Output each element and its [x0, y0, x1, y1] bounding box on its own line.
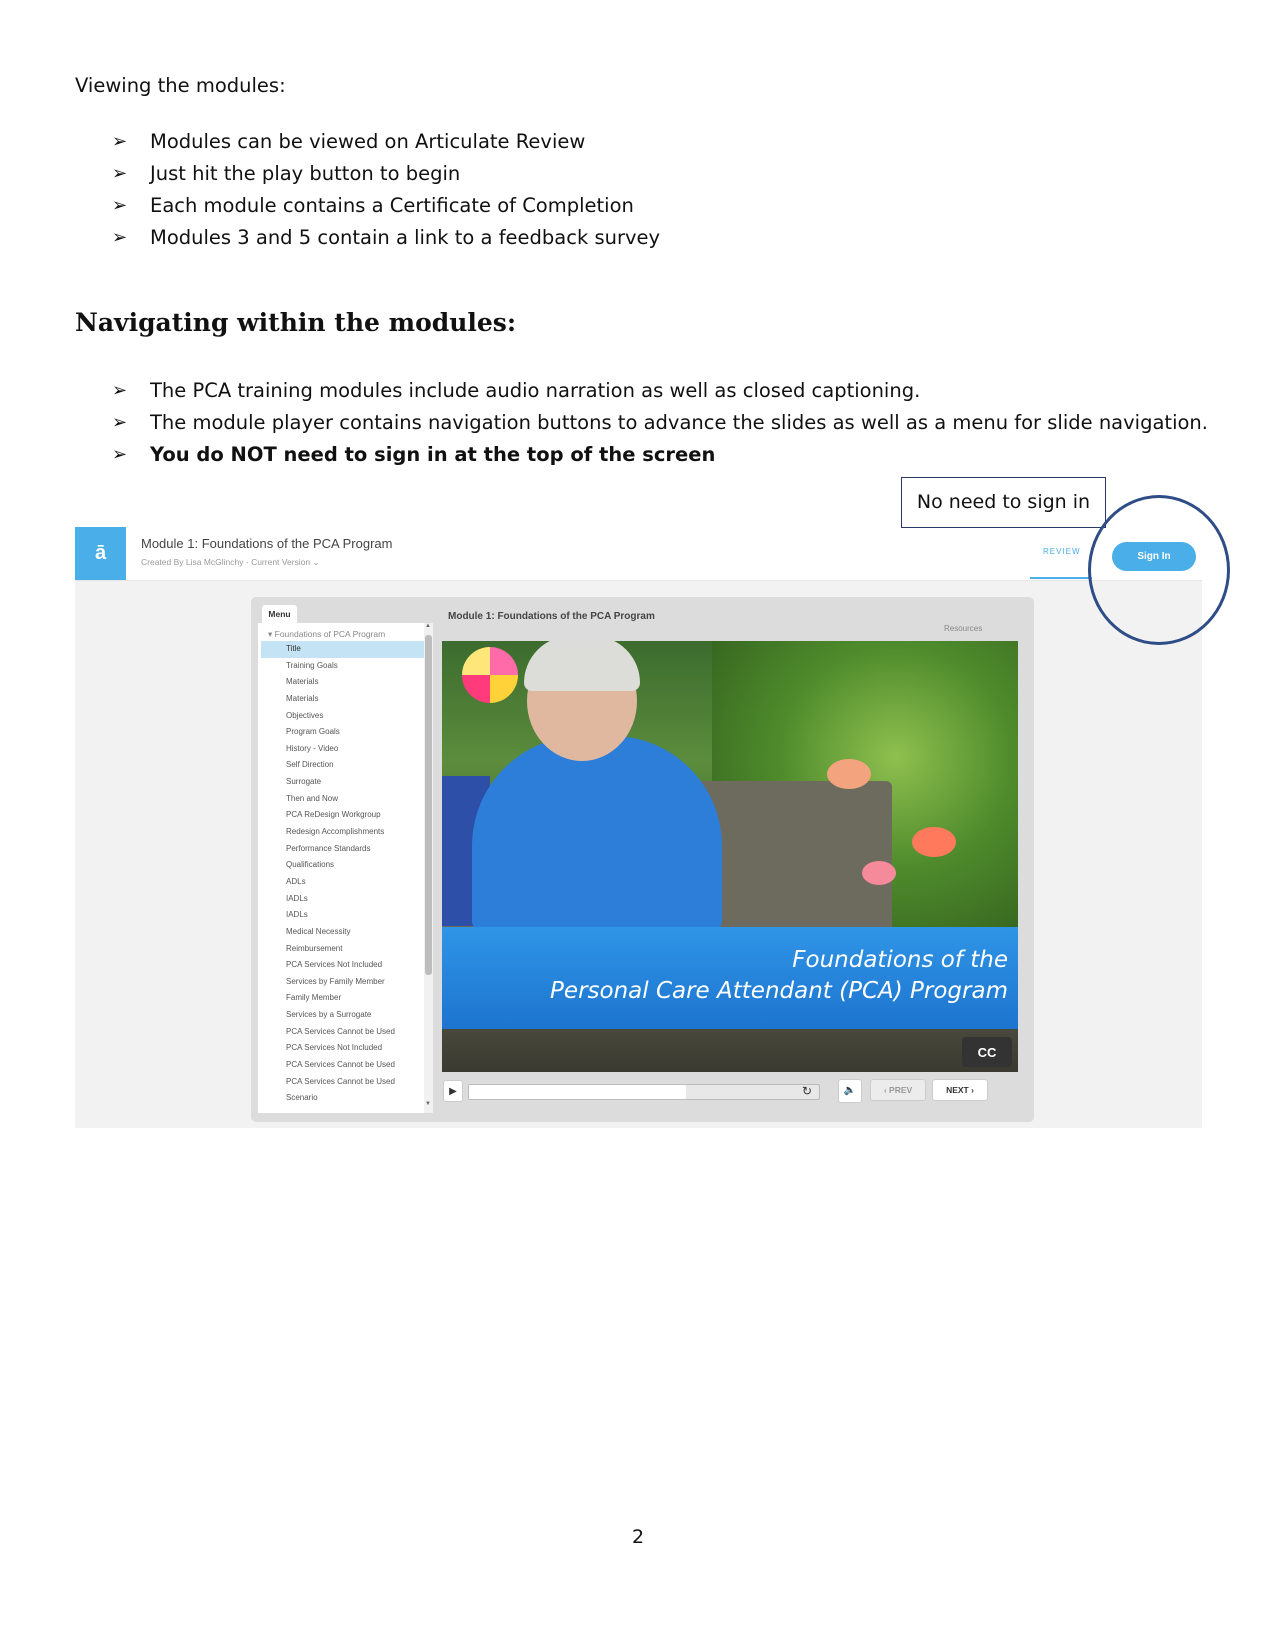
- stone-planter-shape: [692, 781, 892, 931]
- arrowhead-bullet-icon: ➢: [112, 163, 128, 184]
- list-item: [112, 407, 1208, 439]
- menu-item[interactable]: Performance Standards: [286, 843, 371, 853]
- bullet-text: Just hit the play button to begin: [150, 162, 461, 185]
- menu-item[interactable]: Materials: [286, 677, 319, 687]
- list-item: [112, 126, 660, 158]
- sign-in-button[interactable]: Sign In: [1112, 542, 1196, 571]
- slide-canvas: [442, 641, 1018, 1072]
- woman-shirt-shape: [472, 736, 722, 931]
- menu-item[interactable]: IADLs: [286, 910, 308, 920]
- menu-item[interactable]: Medical Necessity: [286, 926, 351, 936]
- banner-title-line1: Foundations of the: [792, 947, 1008, 973]
- no-sign-in-callout: No need to sign in: [901, 477, 1106, 528]
- bullet-text: The PCA training modules include audio narration as well as closed captioning.: [150, 379, 921, 402]
- menu-item[interactable]: Services by Family Member: [286, 976, 385, 986]
- menu-item[interactable]: PCA Services Cannot be Used: [286, 1060, 395, 1070]
- arrowhead-bullet-icon: ➢: [112, 380, 128, 401]
- prev-button[interactable]: ‹ PREV: [870, 1079, 926, 1101]
- arrowhead-bullet-icon: ➢: [112, 227, 128, 248]
- menu-item[interactable]: Reimbursement: [286, 943, 343, 953]
- menu-item[interactable]: PCA ReDesign Workgroup: [286, 810, 381, 820]
- menu-item[interactable]: Qualifications: [286, 860, 335, 870]
- menu-item[interactable]: Services by a Surrogate: [286, 1010, 372, 1020]
- section-heading-viewing: Viewing the modules:: [75, 74, 286, 97]
- review-topbar: [75, 527, 1202, 581]
- pinwheel-icon: [462, 647, 518, 703]
- menu-item[interactable]: Scenario: [286, 1093, 318, 1103]
- articulate-logo-icon[interactable]: ā: [75, 527, 126, 580]
- player-controls: [442, 1077, 1018, 1107]
- arrowhead-bullet-icon: ➢: [112, 195, 128, 216]
- menu-item[interactable]: Self Direction: [286, 760, 334, 770]
- seek-bar[interactable]: [468, 1084, 820, 1100]
- bullet-text: The module player contains navigation buttons to advance the slides as well as a menu for slide navigation.: [150, 411, 1208, 434]
- menu-item[interactable]: ADLs: [286, 876, 306, 886]
- section-heading-navigating: Navigating within the modules:: [75, 308, 517, 337]
- slide-menu-panel: [258, 623, 433, 1113]
- flower-icon: [862, 861, 896, 885]
- sign-in-highlight-circle: [1088, 495, 1230, 645]
- banner-title-line2: Personal Care Attendant (PCA) Program: [550, 978, 1008, 1004]
- menu-item[interactable]: Title: [261, 641, 424, 658]
- seek-progress: [469, 1085, 686, 1099]
- review-tab[interactable]: REVIEW: [1043, 547, 1081, 556]
- menu-item[interactable]: PCA Services Not Included: [286, 960, 383, 970]
- next-button[interactable]: NEXT ›: [932, 1079, 988, 1101]
- bullet-text: Modules can be viewed on Articulate Review: [150, 130, 586, 153]
- closed-caption-button[interactable]: CC: [962, 1037, 1012, 1067]
- menu-item[interactable]: Redesign Accomplishments: [286, 827, 385, 837]
- slide-heading: Module 1: Foundations of the PCA Program: [448, 611, 655, 622]
- review-tab-underline: [1030, 577, 1092, 579]
- slide-menu-list: [258, 641, 424, 1107]
- bullet-text: Modules 3 and 5 contain a link to a feedback survey: [150, 226, 661, 249]
- flower-icon: [912, 827, 956, 857]
- list-item: [112, 375, 1208, 407]
- menu-item[interactable]: Family Member: [286, 993, 342, 1003]
- menu-root-item[interactable]: ▾ Foundations of PCA Program: [268, 629, 386, 639]
- bullet-text: You do NOT need to sign in at the top of the screen: [150, 443, 716, 466]
- list-item: [112, 190, 660, 222]
- arrowhead-bullet-icon: ➢: [112, 444, 128, 465]
- menu-item[interactable]: History - Video: [286, 743, 339, 753]
- scroll-up-icon[interactable]: ▲: [425, 623, 431, 629]
- menu-item[interactable]: Surrogate: [286, 777, 322, 787]
- module-player: [251, 597, 1034, 1122]
- resources-link[interactable]: Resources: [944, 624, 983, 633]
- title-banner: [442, 927, 1018, 1029]
- woman-hair-shape: [524, 641, 640, 691]
- menu-item[interactable]: Then and Now: [286, 793, 339, 803]
- arrowhead-bullet-icon: ➢: [112, 131, 128, 152]
- menu-item[interactable]: PCA Services Cannot be Used: [286, 1076, 395, 1086]
- menu-item[interactable]: IADLs: [286, 893, 308, 903]
- viewing-bullet-list: [112, 126, 660, 254]
- volume-icon[interactable]: 🔈: [838, 1079, 862, 1103]
- navigating-bullet-list: [112, 375, 1208, 471]
- play-button[interactable]: ▶: [443, 1080, 463, 1102]
- flower-icon: [827, 759, 871, 789]
- articulate-review-screenshot: [75, 527, 1202, 1128]
- replay-icon[interactable]: ↻: [802, 1084, 813, 1098]
- menu-item[interactable]: PCA Services Cannot be Used: [286, 1026, 395, 1036]
- bullet-text: Each module contains a Certificate of Completion: [150, 194, 634, 217]
- scroll-thumb[interactable]: [425, 635, 432, 975]
- menu-item[interactable]: Materials: [286, 693, 319, 703]
- module-subtitle: Created By Lisa McGlinchy · Current Version ⌄: [141, 557, 320, 567]
- menu-item[interactable]: Training Goals: [286, 660, 338, 670]
- menu-scrollbar[interactable]: [424, 623, 433, 1113]
- menu-tab[interactable]: Menu: [262, 605, 297, 623]
- module-title: Module 1: Foundations of the PCA Program: [141, 536, 393, 551]
- menu-item[interactable]: Program Goals: [286, 727, 340, 737]
- list-item: [112, 222, 660, 254]
- arrowhead-bullet-icon: ➢: [112, 412, 128, 433]
- page-number: 2: [632, 1526, 645, 1548]
- list-item: [112, 158, 660, 190]
- menu-item[interactable]: PCA Services Not Included: [286, 1043, 383, 1053]
- list-item: [112, 439, 1208, 471]
- scroll-down-icon[interactable]: ▼: [425, 1101, 431, 1107]
- menu-item[interactable]: Objectives: [286, 710, 324, 720]
